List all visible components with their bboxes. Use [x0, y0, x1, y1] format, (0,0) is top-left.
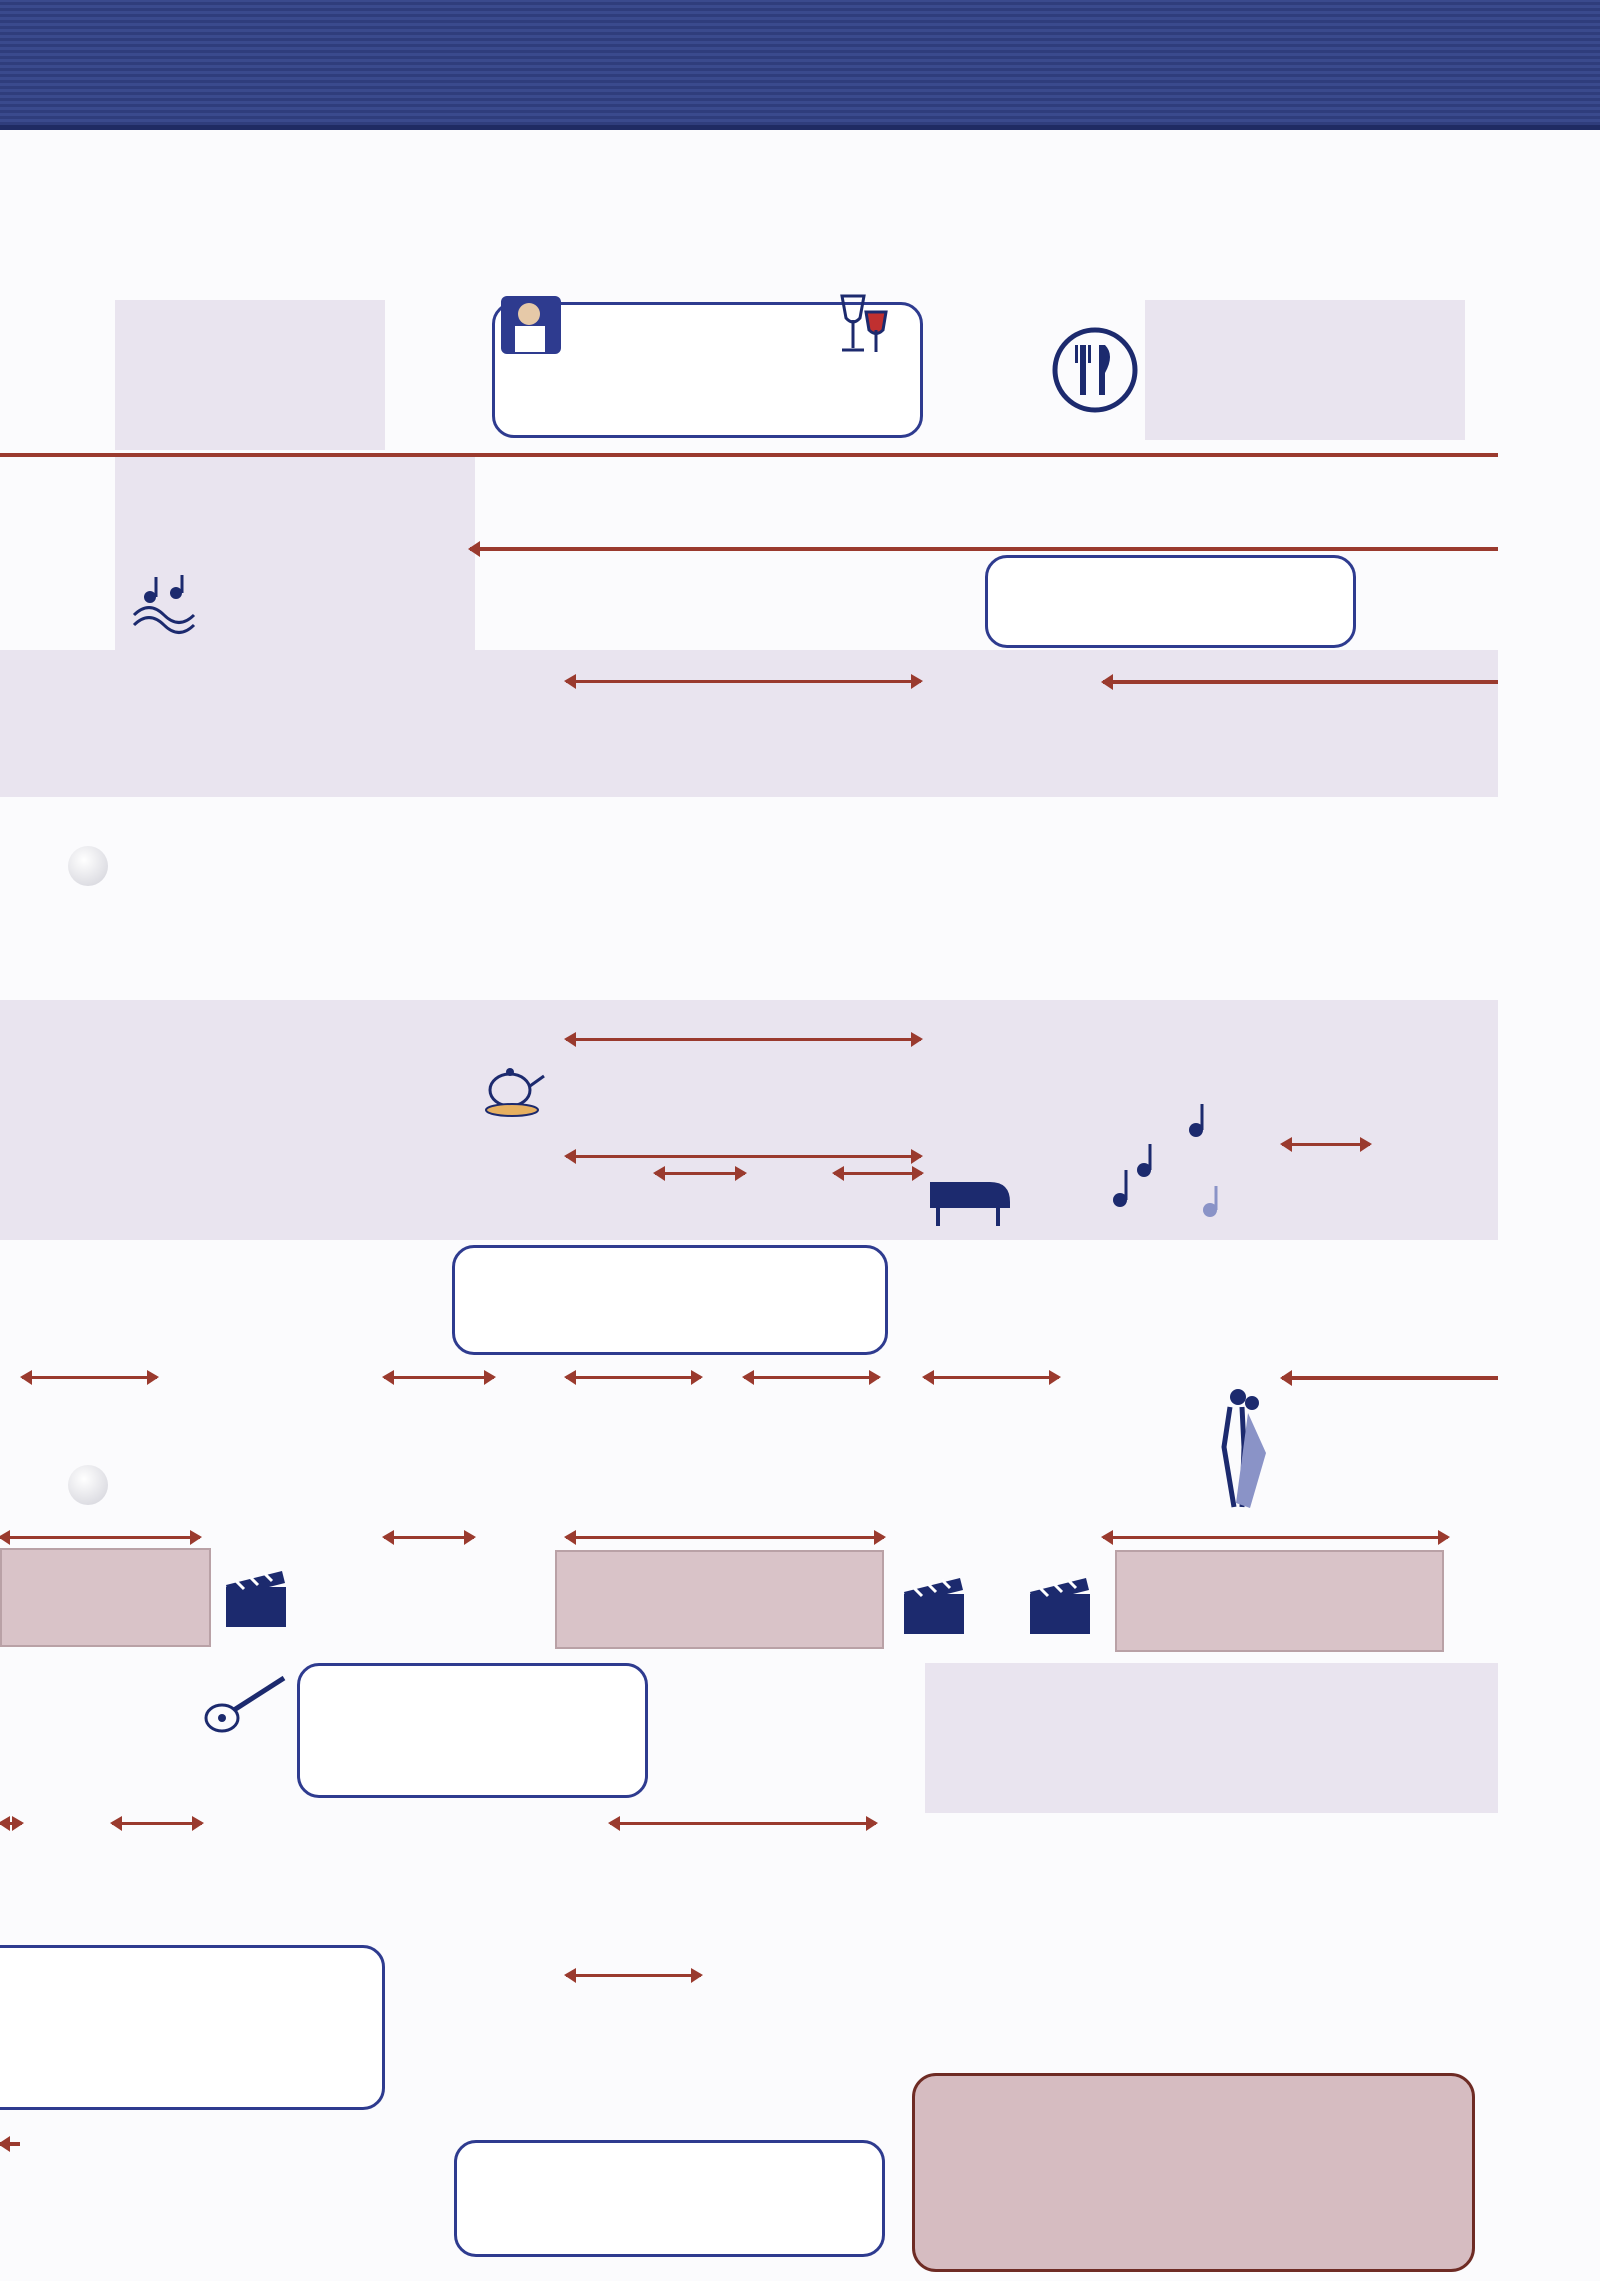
- arrow-piano-1: [655, 1172, 745, 1175]
- arrow-skatt: [566, 1376, 701, 1379]
- chef-icon: [497, 290, 567, 360]
- ukulele-icon: [200, 1670, 290, 1740]
- arrow-card-room: [0, 2142, 20, 2146]
- arrow-music-time: [1282, 1143, 1370, 1146]
- arrow-movie-left: [0, 1536, 200, 1539]
- shade-lunch: [115, 300, 385, 450]
- arrow-lunch-row: [0, 453, 1498, 457]
- music-notes-icon: [130, 575, 200, 635]
- punch-hole: [68, 846, 108, 886]
- arrow-piano-2: [834, 1172, 922, 1175]
- arrow-tea-time: [566, 680, 921, 683]
- clip-making-callout: [0, 1945, 385, 2110]
- shade-dinner: [1145, 300, 1465, 440]
- arrow-beginner: [384, 1376, 494, 1379]
- arrow-samba: [22, 1376, 157, 1379]
- shade-tea-row: [0, 650, 1498, 797]
- shade-elegant-row: [0, 1000, 1498, 1240]
- arrow-ukulele: [384, 1536, 474, 1539]
- shade-slot: [925, 1663, 1498, 1813]
- dancers-icon: [1208, 1385, 1278, 1520]
- fork-knife-icon: [1050, 325, 1140, 415]
- fitness-center-notice: [912, 2073, 1475, 2272]
- arrow-aquabics: [566, 1974, 701, 1977]
- music-notes-icon-2: [1100, 1100, 1250, 1230]
- arrow-igo: [610, 1822, 876, 1825]
- movie-left: [0, 1548, 211, 1647]
- arrow-dance-time: [1282, 1376, 1498, 1380]
- header-banner: [0, 0, 1600, 125]
- skatt-ball-callout: [452, 1245, 888, 1355]
- arrow-grill: [470, 547, 1498, 551]
- arrow-light-snack: [1103, 680, 1498, 684]
- arrow-elegant-tea: [566, 1038, 921, 1041]
- arrow-movie-right: [1103, 1536, 1448, 1539]
- movie-mid: [555, 1550, 884, 1649]
- clapperboard-icon-3: [1026, 1572, 1096, 1637]
- arrow-clip-1: [0, 1822, 22, 1825]
- arrow-movie-mid: [566, 1536, 884, 1539]
- aquabics-callout: [454, 2140, 885, 2257]
- clapperboard-icon-2: [900, 1572, 970, 1637]
- arrow-tango: [924, 1376, 1059, 1379]
- ukulele-callout: [297, 1663, 648, 1798]
- arrow-piano-3: [566, 1155, 921, 1158]
- arrow-kiko: [744, 1376, 879, 1379]
- grill-note-callout: [985, 555, 1356, 648]
- teapot-icon: [478, 1050, 548, 1120]
- header-banner-edge: [0, 125, 1600, 130]
- arrow-clip-2: [112, 1822, 202, 1825]
- movie-right: [1115, 1550, 1444, 1652]
- wine-glass-icon: [830, 290, 892, 362]
- clapperboard-icon: [222, 1565, 292, 1630]
- piano-icon: [926, 1168, 1014, 1228]
- punch-hole-2: [68, 1465, 108, 1505]
